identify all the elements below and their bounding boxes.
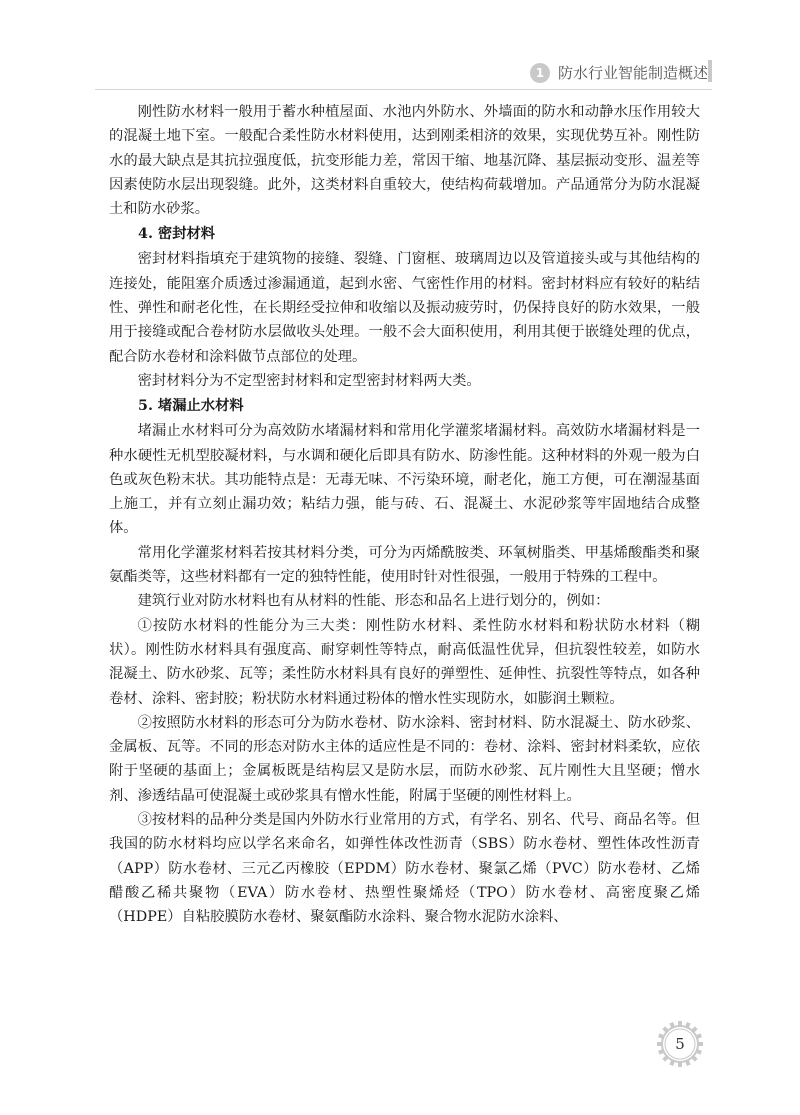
page-number-gear [654, 1018, 706, 1070]
paragraph-plugging-2: 常用化学灌浆材料若按其材料分类，可分为丙烯酰胺类、环氧树脂类、甲基烯酸酯类和聚氨酯类等，这些材料都有一定的独特性能，使用时针对性很强，一般用于特殊的工程中。 [109, 544, 700, 586]
paragraph-sealing-2: 密封材料分为不定型密封材料和定型密封材料两大类。 [137, 372, 481, 389]
paragraph-classification-3: ③按材料的品种分类是国内外防水行业常用的方式，有学名、别名、代号、商品名等。但我国的防水材料均应以学名来命名，如弹性体改性沥青（SBS）防水卷材、塑性体改性沥青（APP）防水卷材、三元乙丙橡胶（EPDM）防水卷材、聚氯乙烯（PVC）防水卷材、乙烯醋酸乙稀共聚物（EVA）防水卷材、热塑性聚烯烃（TPO）防水卷材、高密度聚乙烯（HDPE）自粘胶膜防水卷材、聚氨酯防水涂料、聚合物水泥防水涂料、 [109, 812, 700, 926]
chapter-number-badge: 1 [530, 63, 550, 83]
section-heading-plugging: 5. 堵漏止水材料 [138, 398, 244, 415]
header-divider [95, 89, 712, 90]
chapter-title: 防水行业智能制造概述 [557, 64, 708, 82]
paragraph-classification-2: ②按照防水材料的形态可分为防水卷材、防水涂料、密封材料、防水混凝土、防水砂浆、金属板、瓦等。不同的形态对防水主体的适应性是不同的：卷材、涂料、密封材料柔软，应依附于坚硬的基面上；金属板既是结构层又是防水层，而防水砂浆、瓦片刚性大且坚硬；憎水剂、渗透结晶可使混凝土或砂浆具有憎水性能，附属于坚硬的刚性材料上。 [109, 714, 700, 804]
running-header [530, 62, 708, 83]
header-accent-bar [708, 60, 712, 82]
paragraph-classification-1: ①按防水材料的性能分为三大类：刚性防水材料、柔性防水材料和粉状防水材料（糊状）。刚性防水材料具有强度高、耐穿刺性等特点，耐高低温性优异，但抗裂性较差，如防水混凝土、防水砂浆、瓦等；柔性防水材料具有良好的弹塑性、延伸性、抗裂性等特点，如各种卷材、涂料、密封胶；粉状防水材料通过粉体的憎水性实现防水，如膨润土颗粒。 [109, 617, 700, 707]
paragraph-sealing-1: 密封材料指填充于建筑物的接缝、裂缝、门窗框、玻璃周边以及管道接头或与其他结构的连接处，能阻塞介质透过渗漏通道，起到水密、气密性作用的材料。密封材料应有较好的粘结性、弹性和耐老化性，在长期经受拉伸和收缩以及振动疲劳时，仍保持良好的防水效果，一般用于接缝或配合卷材防水层做收头处理。一般不会大面积使用，利用其便于嵌缝处理的优点，配合防水卷材和涂料做节点部位的处理。 [109, 251, 700, 365]
page-body [109, 100, 700, 930]
paragraph-classification-intro: 建筑行业对防水材料也有从材料的性能、形态和品名上进行划分的，例如： [137, 593, 610, 610]
section-heading-sealing: 4. 密封材料 [138, 226, 216, 243]
page-number: 5 [675, 1035, 685, 1053]
paragraph-rigid-materials: 刚性防水材料一般用于蓄水种植屋面、水池内外防水、外墙面的防水和动静水压作用较大的混凝土地下室。一般配合柔性防水材料使用，达到刚柔相济的效果，实现优势互补。刚性防水的最大缺点是其抗拉强度低，抗变形能力差，常因干缩、地基沉降、基层振动变形、温差等因素使防水层出现裂缝。此外，这类材料自重较大，使结构荷载增加。产品通常分为防水混凝土和防水砂浆。 [109, 104, 700, 218]
paragraph-plugging-1: 堵漏止水材料可分为高效防水堵漏材料和常用化学灌浆堵漏材料。高效防水堵漏材料是一种水硬性无机型胶凝材料，与水调和硬化后即具有防水、防渗性能。这种材料的外观一般为白色或灰色粉末状。其功能特点是：无毒无味、不污染环境，耐老化，施工方便，可在潮湿基面上施工，并有立刻止漏功效；粘结力强，能与砖、石、混凝土、水泥砂浆等牢固地结合成整体。 [109, 423, 700, 537]
